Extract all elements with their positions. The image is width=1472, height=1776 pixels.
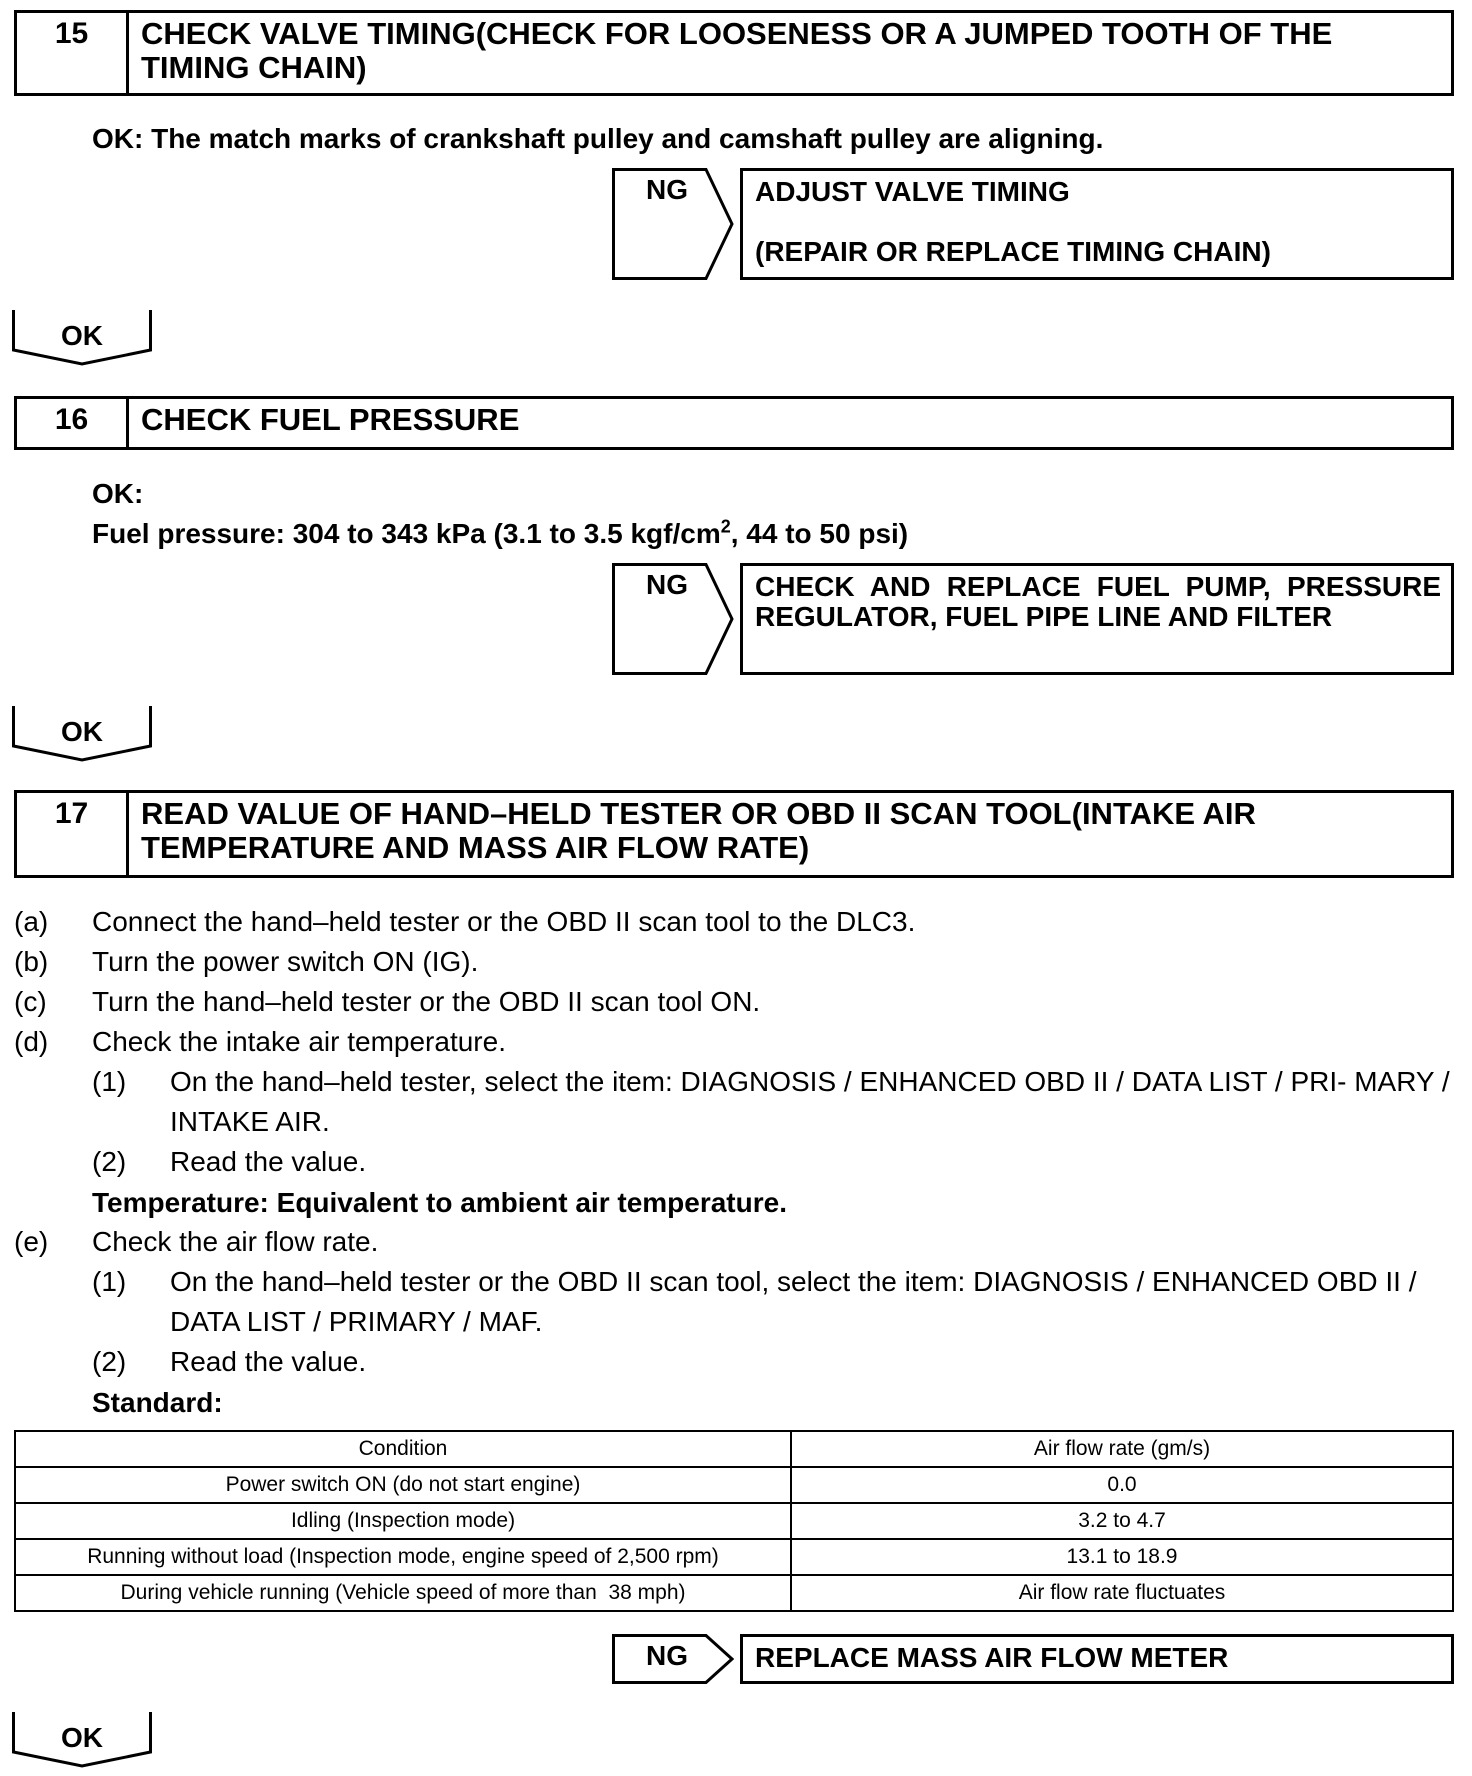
spec-prefix: Fuel pressure: 304 to 343 kPa (3.1 to 3.5 kgf/cm [92, 518, 721, 549]
item-text: Read the value. [170, 1346, 367, 1377]
standard-table [14, 1430, 1454, 1612]
item-text: Turn the power switch ON (IG). [92, 946, 479, 977]
table-cell: 13.1 to 18.9 [791, 1539, 1453, 1575]
table-cell: 0.0 [791, 1467, 1453, 1503]
spec-superscript: 2 [720, 516, 731, 537]
item-marker: (e) [14, 1226, 49, 1257]
list-item [14, 1222, 1454, 1262]
table-cell: Idling (Inspection mode) [15, 1503, 791, 1539]
column-header-air-flow-rate: Air flow rate (gm/s) [791, 1431, 1453, 1467]
table-row [15, 1575, 1453, 1611]
step-title: CHECK VALVE TIMING(CHECK FOR LOOSENESS OR A JUMPED TOOTH OF THE TIMING CHAIN) [141, 16, 1333, 85]
list-item [14, 1022, 1454, 1062]
ok-label: OK [61, 716, 103, 747]
table-cell: Running without load (Inspection mode, engine speed of 2,500 rpm) [15, 1539, 791, 1575]
ok-label: OK [61, 320, 103, 351]
temperature-spec: Temperature: Equivalent to ambient air temperature. [92, 1187, 787, 1218]
ng-action-box: REPLACE MASS AIR FLOW METER [740, 1634, 1454, 1684]
ng-label: NG [646, 569, 688, 600]
table-cell: Air flow rate fluctuates [791, 1575, 1453, 1611]
ok-arrow [12, 1712, 152, 1768]
ng-action-box [740, 168, 1454, 280]
item-text: Read the value. [170, 1146, 367, 1177]
ng-label: NG [646, 174, 688, 205]
step-16-header [14, 396, 1454, 450]
table-cell: During vehicle running (Vehicle speed of more than 38 mph) [15, 1575, 791, 1611]
fuel-pressure-spec [92, 518, 908, 550]
item-text: Check the intake air temperature. [92, 1026, 506, 1057]
item-marker: (2) [92, 1146, 127, 1177]
item-text: Turn the hand–held tester or the OBD II scan tool ON. [92, 986, 761, 1017]
step-number: 17 [17, 793, 129, 875]
table-header-row [15, 1431, 1453, 1467]
ok-criteria: OK: The match marks of crankshaft pulley and camshaft pulley are aligning. [92, 123, 1104, 154]
column-header-condition: Condition [15, 1431, 791, 1467]
item-text: Check the air flow rate. [92, 1226, 379, 1257]
ng-label: NG [646, 1640, 688, 1671]
ng-arrow [612, 168, 734, 280]
ng-action-box: CHECK AND REPLACE FUEL PUMP, PRESSURE REGULATOR, FUEL PIPE LINE AND FILTER [740, 563, 1454, 675]
list-item [14, 942, 1454, 982]
table-row [15, 1503, 1453, 1539]
item-text: Connect the hand–held tester or the OBD II scan tool to the DLC3. [92, 906, 916, 937]
item-marker: (1) [92, 1066, 127, 1097]
step-title: READ VALUE OF HAND–HELD TESTER OR OBD II SCAN TOOL(INTAKE AIR TEMPERATURE AND MASS AIR FLOW RATE) [141, 796, 1256, 865]
list-item [14, 982, 1454, 1022]
step-number: 15 [17, 13, 129, 93]
standard-label: Standard: [92, 1387, 223, 1418]
table-cell: 3.2 to 4.7 [791, 1503, 1453, 1539]
step-number: 16 [17, 399, 129, 447]
item-text: On the hand–held tester or the OBD II scan tool, select the item: DIAGNOSIS / ENHANCED OBD II / DATA LIST / PRIMARY / MAF. [170, 1266, 1417, 1337]
item-marker: (a) [14, 906, 49, 937]
ng-action-line2: (REPAIR OR REPLACE TIMING CHAIN) [755, 236, 1271, 267]
table-row [15, 1467, 1453, 1503]
table-row [15, 1539, 1453, 1575]
item-marker: (b) [14, 946, 49, 977]
ok-heading: OK: [92, 478, 144, 509]
spec-suffix: , 44 to 50 psi) [730, 518, 909, 549]
item-marker: (d) [14, 1026, 49, 1057]
item-text: On the hand–held tester, select the item: DIAGNOSIS / ENHANCED OBD II / DATA LIST / PRI- MARY / INTAKE AIR. [170, 1066, 1450, 1137]
ng-action-line1: ADJUST VALVE TIMING [755, 176, 1070, 207]
step-title: CHECK FUEL PRESSURE [141, 402, 520, 437]
table-cell: Power switch ON (do not start engine) [15, 1467, 791, 1503]
sub-item [92, 1342, 1454, 1382]
item-marker: (2) [92, 1346, 127, 1377]
step-15-header [14, 10, 1454, 96]
sub-item [92, 1262, 1454, 1342]
sub-item [92, 1142, 1454, 1182]
list-item [14, 902, 1454, 942]
ok-arrow [12, 310, 152, 366]
ng-arrow [612, 563, 734, 675]
ok-arrow [12, 706, 152, 762]
ng-arrow [612, 1634, 734, 1684]
sub-item [92, 1062, 1454, 1142]
item-marker: (c) [14, 986, 47, 1017]
step-17-header [14, 790, 1454, 878]
item-marker: (1) [92, 1266, 127, 1297]
ok-label: OK [61, 1722, 103, 1753]
